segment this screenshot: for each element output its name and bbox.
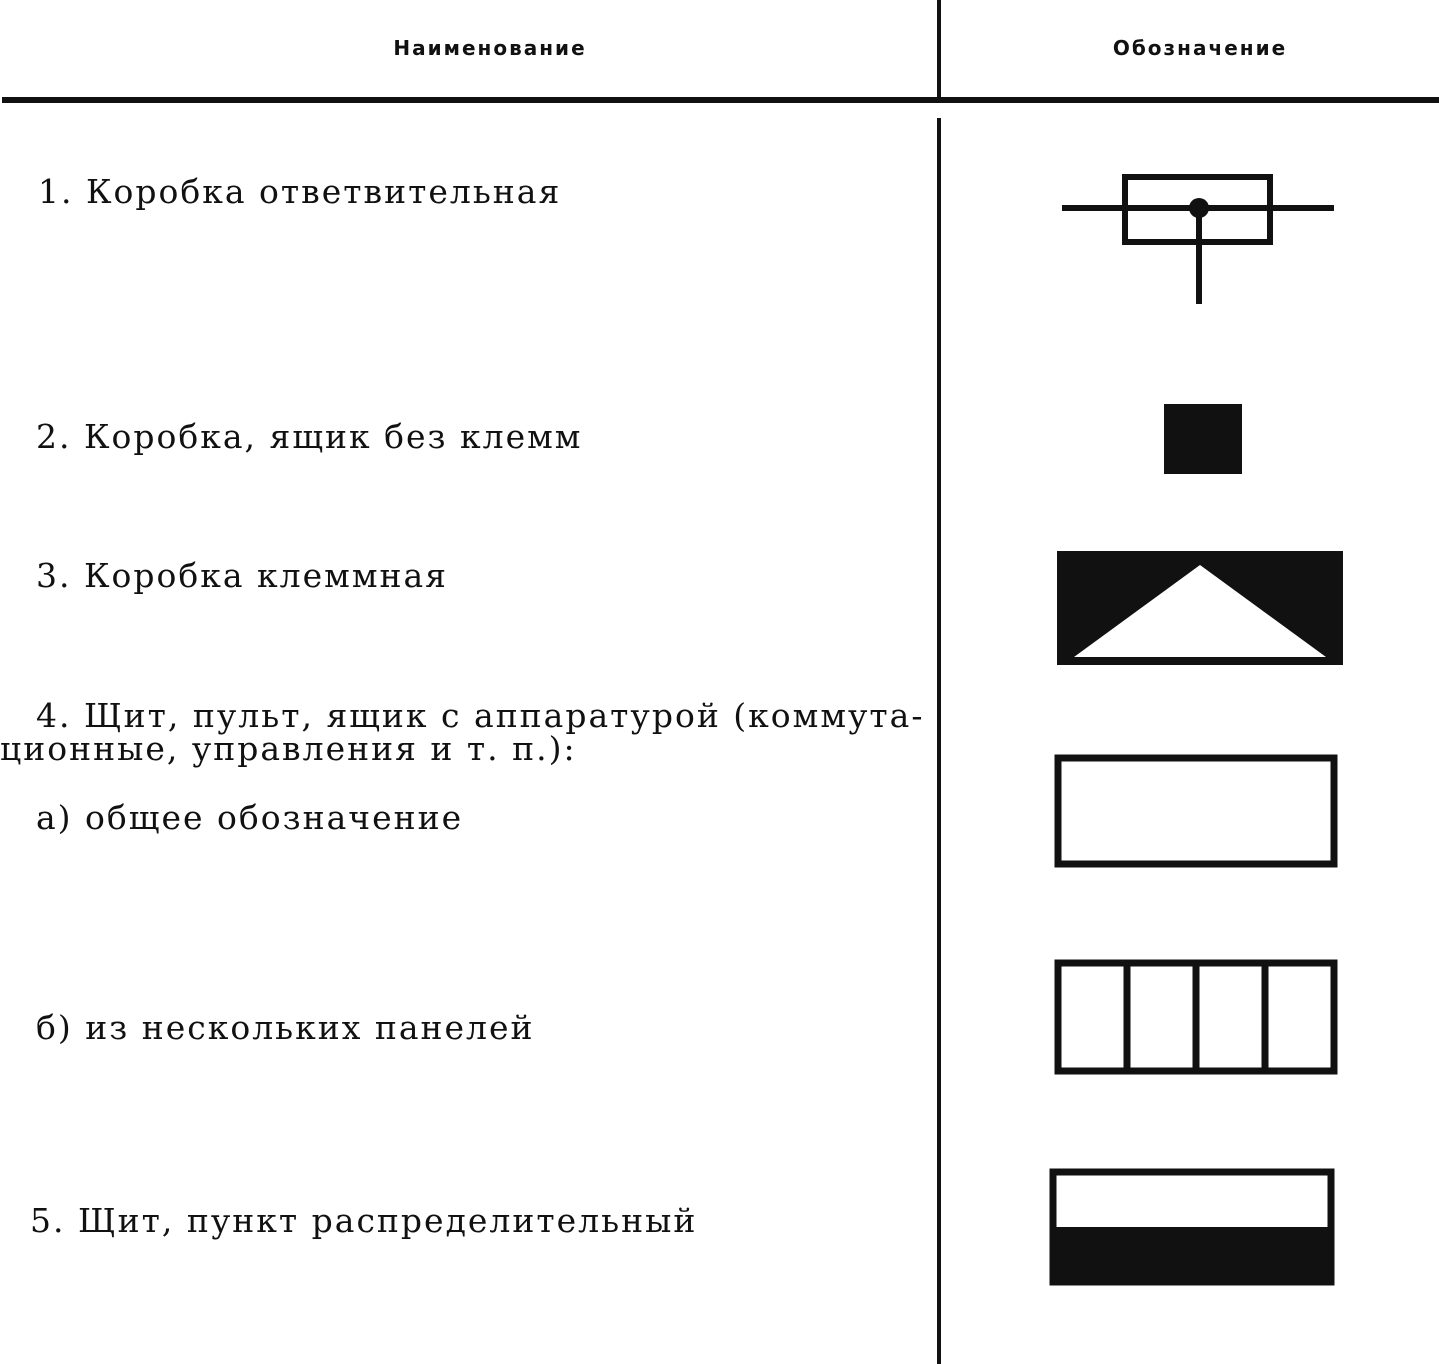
panel-general-symbol-icon [1050,750,1342,872]
row-label-terminal-box: 3. Коробка клеммная [36,556,448,595]
row-label-multi-panel: б) из нескольких панелей [36,1008,535,1047]
branch-box-symbol-icon [1058,170,1338,310]
column-header-symbol: Обозначение [1112,36,1288,60]
row-label-box-without-terminals: 2. Коробка, ящик без клемм [36,417,583,456]
row-label-panel-line-2: ционные, управления и т. п.): [0,729,577,768]
column-header-name: Наименование [393,36,587,60]
terminal-box-symbol-icon [1054,547,1346,669]
header-rule [2,97,1439,103]
row-label-panel-general: а) общее обозначение [36,798,464,837]
column-divider [937,118,941,1364]
column-divider-top [937,0,941,99]
multi-panel-symbol-icon [1050,955,1342,1079]
row-label-panel-line-1: 4. Щит, пульт, ящик с аппаратурой (коммута- [36,696,925,735]
row-label-distribution-board: 5. Щит, пункт распределительный [30,1201,698,1240]
row-label-branch-box: 1. Коробка ответвительная [38,172,562,211]
box-without-terminals-symbol-icon [1160,400,1246,478]
distribution-board-symbol-icon [1046,1165,1338,1289]
